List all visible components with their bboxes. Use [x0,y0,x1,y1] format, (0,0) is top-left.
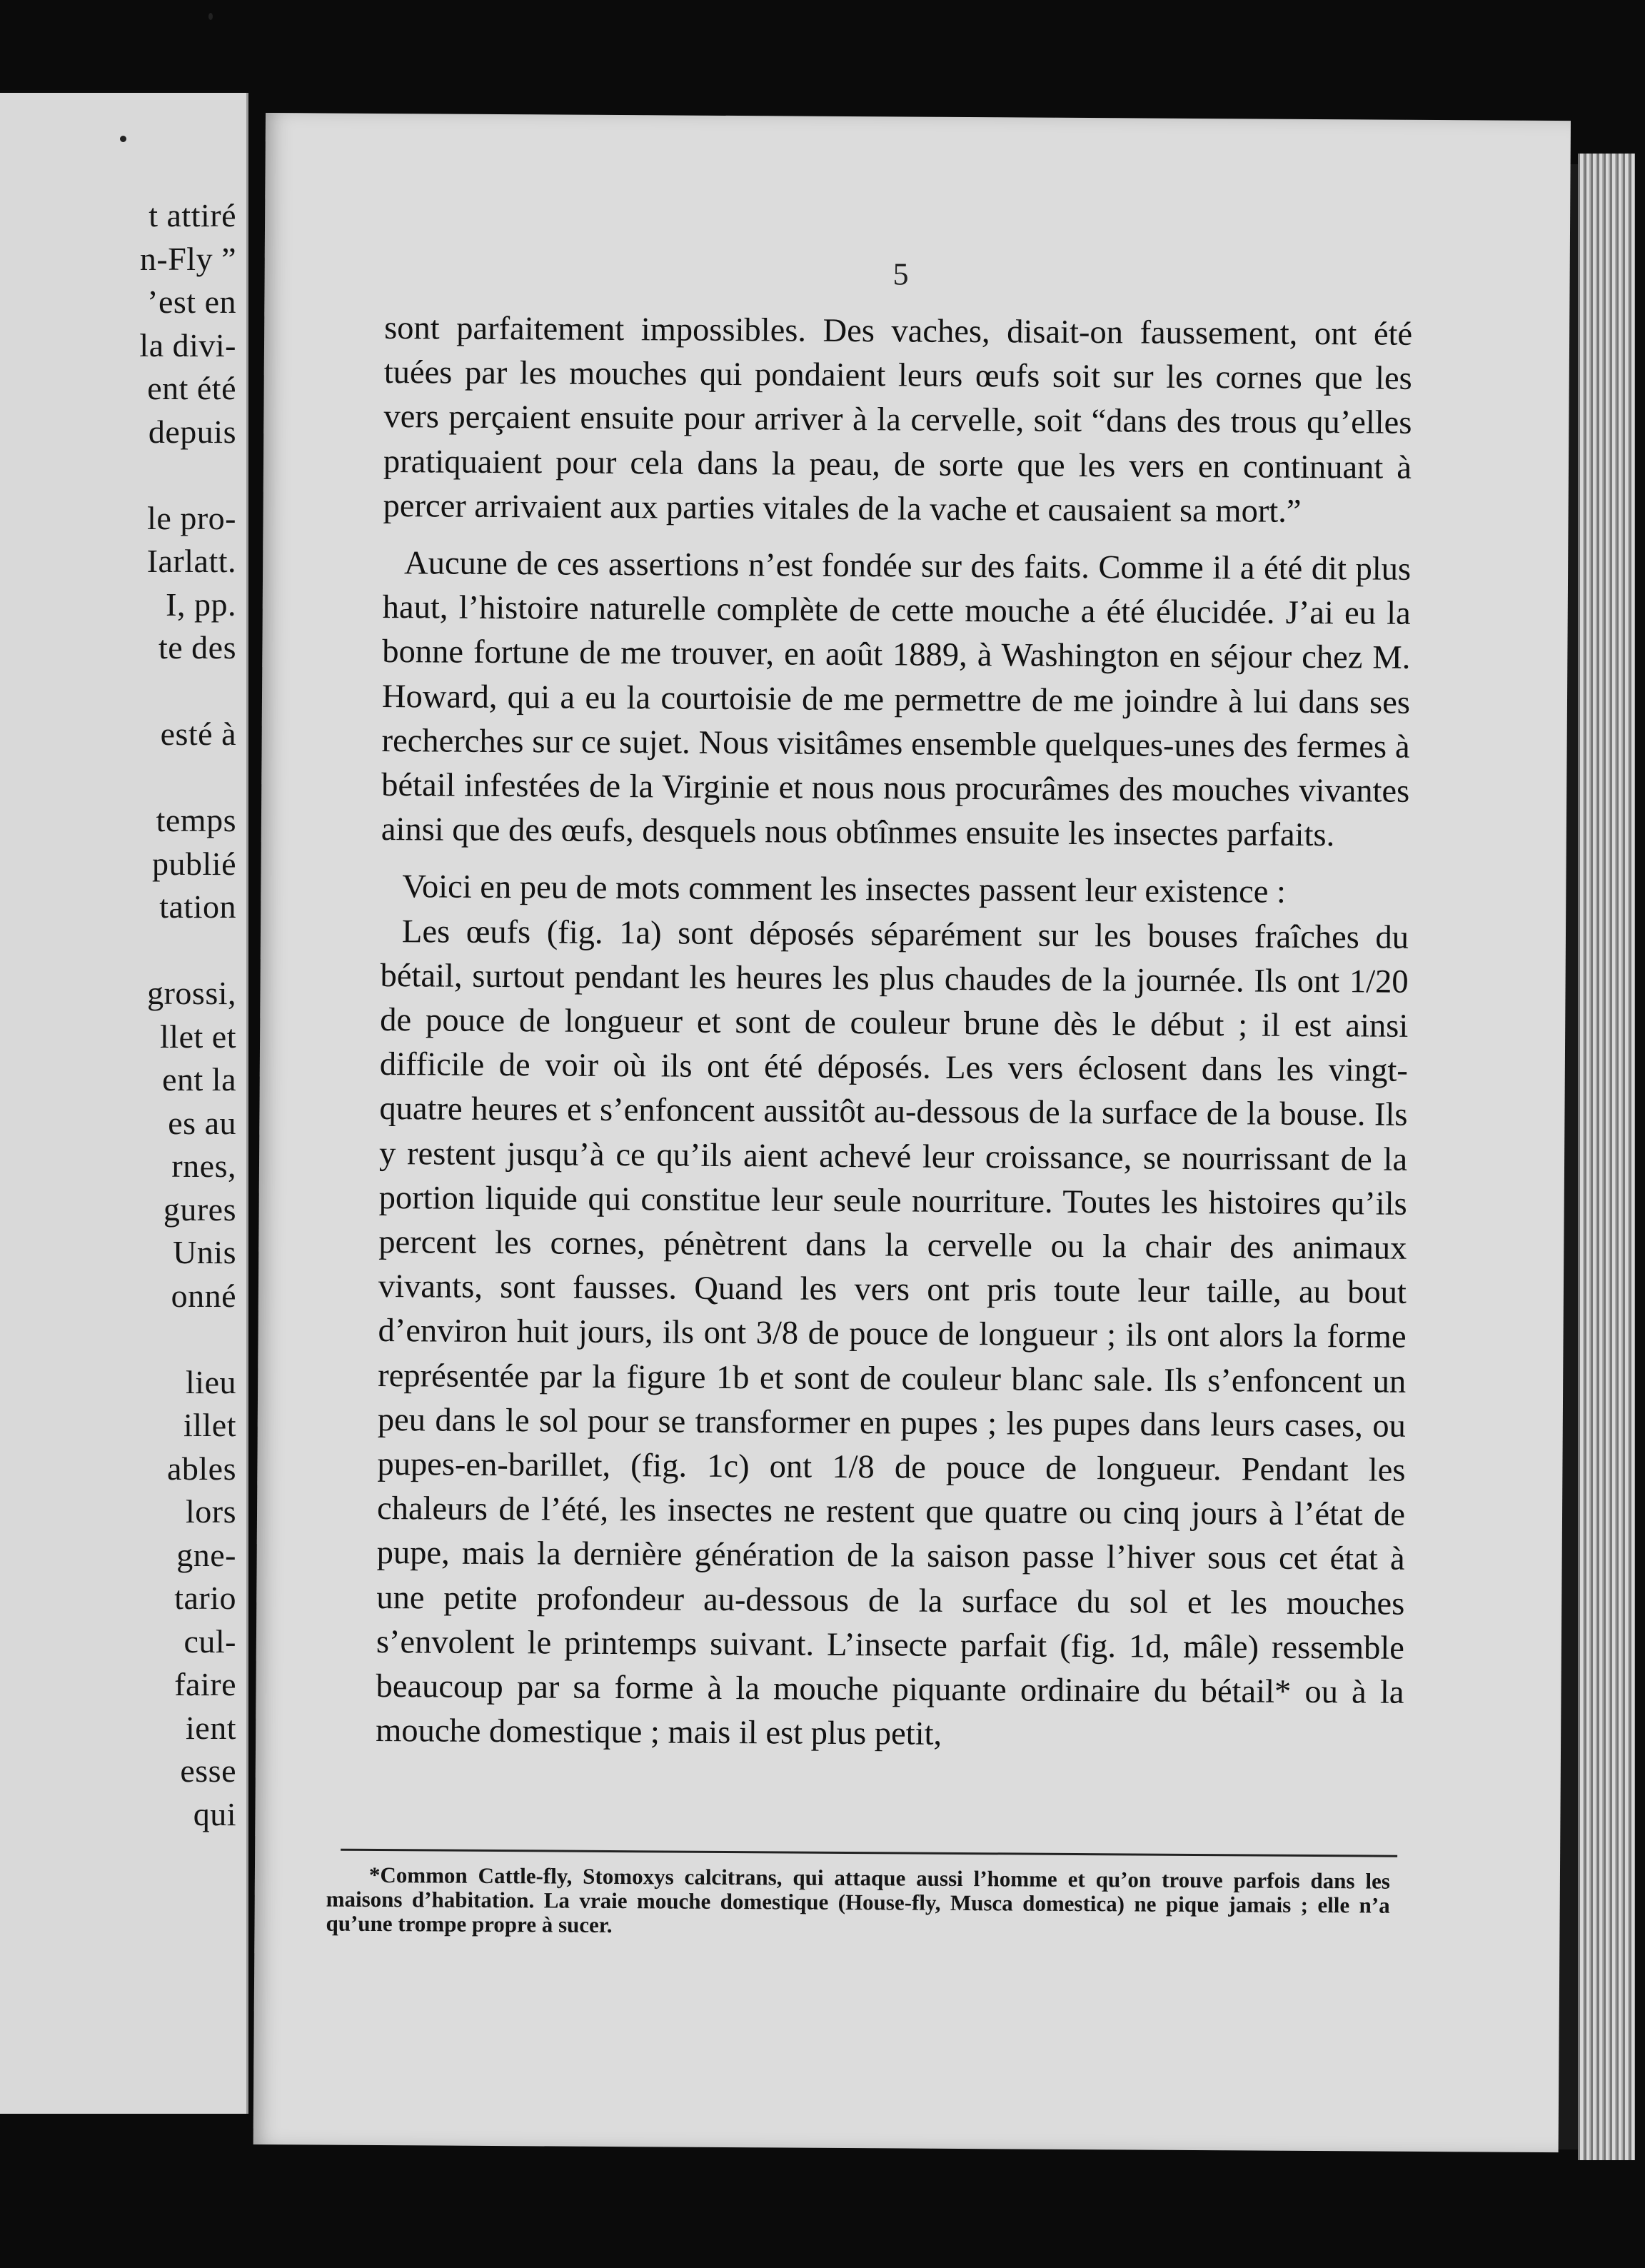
left-page-line: ent la [162,1061,236,1098]
left-page-line: esté à [160,716,236,752]
paragraph: Les œufs (fig. 1a) sont déposés séparément sur les bouses fraîches du bétail, surtout pendant les heures les plus chaudes de la journée. Ils ont 1/20 de pouce de longueur et sont de couleur brune dès le début ; il est ainsi difficile de voir où ils ont été déposés. Les vers éclosent dans les vingt-quatre heures et s’enfoncent aussitôt au-dessous de la surface de la bouse. Ils y restent jusqu’à ce qu’ils aient achevé leur croissance, se nourrissant de la portion liquide qui constitue leur seule nourriture. Toutes les histoires qu’ils percent les cornes, pénètrent dans la cervelle ou la chair des animaux vivants, sont fausses. Quand les vers ont pris toute leur taille, au bout d’environ huit jours, ils ont 3/8 de pouce de longueur ; ils ont alors la forme représentée par la figure 1b et sont de couleur blanc sale. Ils s’enfoncent un peu dans le sol pour se transformer en pupes ; les pupes dans leurs cases, ou pupes-en-barillet, (fig. 1c) ont 1/8 de pouce de longueur. Pendant les chaleurs de l’été, les insectes ne restent que quatre ou cinq jours à l’état de pupe, mais la dernière génération de la saison passe l’hiver sous cet état à une petite profondeur au-dessous de la surface du sol et les mouches s’envolent le printemps suivant. L’insecte parfait (fig. 1d, mâle) ressemble beaucoup par sa forme à la mouche piquante ordinaire du bétail* ou à la mouche domestique ; mais il est plus petit, [376,913,1409,1753]
footnote-divider [341,1849,1397,1857]
left-page-line: temps [156,802,236,838]
book-page [253,113,1571,2152]
previous-page-fragment [0,93,248,2114]
paragraph: sont parfaitement impossibles. Des vaches, disait-on faussement, ont été tuées par les mouches qui pondaient leurs œufs soit sur les cornes que les vers perçaient ensuite pour arriver à la cervelle, soit “dans des trous qu’elles pratiquaient pour cela dans la peau, de sorte que les vers en continuant à percer arrivaient aux parties vitales de la vache et causaient sa mort.” [383,310,1413,530]
left-page-line: lieu [186,1363,236,1400]
page-number: 5 [892,256,909,292]
left-page-line: cul- [183,1622,236,1660]
left-page-line: Unis [173,1234,236,1270]
left-page-line: gne- [176,1536,236,1573]
left-page-line: qui [193,1795,236,1832]
left-page-line: I, pp. [166,586,236,623]
left-page-line: gures [163,1190,236,1228]
left-page-line: depuis [148,413,236,450]
paragraph: Aucune de ces assertions n’est fondée sur des faits. Comme il a été dit plus haut, l’histoire naturelle complète de cette mouche a été élucidée. J’ai eu la bonne fortune de me trouver, en août 1889, à Washington en séjour chez M. Howard, qui a eu la courtoisie de me permettre de me joindre à lui dans ses recherches sur ce sujet. Nous visitâmes ensemble quelques-unes des fermes à bétail infestées de la Virginie et nous nous procurâmes des mouches vivantes ainsi que des œufs, desquels nous obtînmes ensuite les insectes parfaits. [381,545,1412,854]
left-page-line: llet et [160,1018,236,1055]
left-page-line: es au [168,1104,236,1141]
left-page-line: illet [183,1407,236,1443]
left-page-line: onné [171,1277,236,1314]
left-page-line: publié [152,845,236,882]
left-page-line: Iarlatt. [146,543,236,579]
left-page-line: te des [158,629,236,666]
left-page-line: t attiré [149,197,236,234]
left-page-line: ent été [147,370,236,406]
left-page-line: tario [174,1580,236,1616]
page-body-text [376,306,1412,1760]
book-page-edges [1578,154,1635,2160]
footnote: *Common Cattle-fly, Stomoxys calcitrans, qui attaque aussi l’homme et qu’on trouve parfois dans les maisons d’habitation. La vraie mouche domestique (House-fly, Musca domestica) ne pique jamais ; elle n’a qu’une trompe propre à sucer. [326,1862,1391,1938]
left-page-line: rnes, [171,1148,236,1184]
left-page-line: la divi- [139,326,236,363]
left-page-line: ’est en [147,284,236,320]
dust-speck [208,13,213,20]
paragraph: Voici en peu de mots comment les insectes passent leur existence : [402,868,1287,911]
left-page-line: grossi, [147,975,236,1011]
dust-speck [120,136,126,142]
left-page-line: le pro- [147,499,236,536]
left-page-line: ables [166,1450,236,1487]
left-page-line: faire [174,1666,236,1702]
left-page-line: n-Fly ” [139,240,236,277]
left-page-line: lors [186,1493,236,1530]
left-page-line: tation [159,888,236,925]
left-page-line: ient [186,1709,236,1746]
left-page-line: esse [180,1752,236,1789]
